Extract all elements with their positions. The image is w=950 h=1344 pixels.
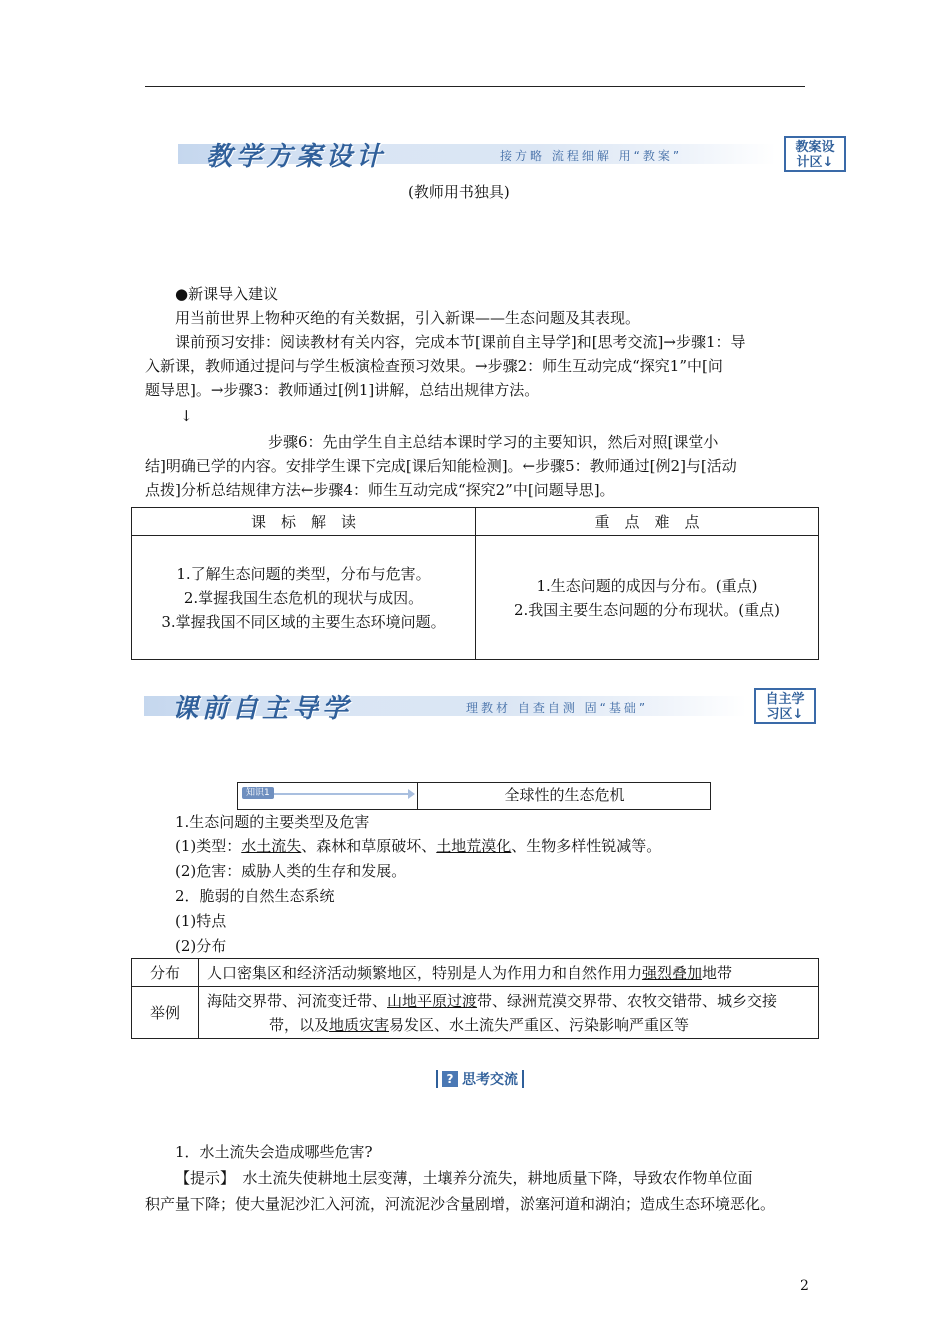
knowledge-line: 1.生态问题的主要类型及危害 — [175, 813, 370, 831]
intro-line: 用当前世界上物种灭绝的有关数据，引入新课——生态问题及其表现。 — [175, 309, 641, 327]
intro-line: 入新课，教师通过提问与学生板演检查预习效果。→步骤2：师生互动完成“探究1”中[问 — [145, 357, 723, 375]
answer-blank: 强烈叠加 — [642, 963, 703, 982]
answer-blank: 土地荒漠化 — [436, 837, 512, 855]
banner-tag-line2: 计区↓ — [796, 155, 834, 170]
arrow-line — [274, 793, 409, 795]
intro-line: 点拨]分析总结规律方法←步骤4：师生互动完成“探究2”中[问题导思]。 — [145, 481, 615, 499]
text-segment: 易发区、水土流失严重区、污染影响严重区等 — [389, 1015, 690, 1034]
answer-blank: 山地平原过渡 — [387, 991, 478, 1010]
question-icon: ? — [442, 1071, 458, 1087]
knowledge-point-bar — [237, 782, 711, 810]
keypoint-item: 2.我国主要生态问题的分布现状。(重点) — [513, 600, 781, 619]
knowledge-line: (1)特点 — [175, 912, 227, 930]
dist-label: 分布 — [132, 959, 199, 987]
banner-tag-line1: 教案设 — [795, 140, 835, 155]
text-segment: 海陆交界带、河流变迁带、 — [207, 991, 388, 1010]
question-1: 1．水土流失会造成哪些危害? — [175, 1143, 373, 1161]
knowledge-line: 2．脆弱的自然生态系统 — [175, 887, 335, 905]
knowledge-line: (2)危害：威胁人类的生存和发展。 — [175, 862, 407, 880]
standard-item: 3.掌握我国不同区域的主要生态环境问题。 — [161, 612, 446, 631]
keypoint-item: 1.生态问题的成因与分布。(重点) — [536, 576, 758, 595]
example-label: 举例 — [132, 987, 199, 1039]
think-label: 思考交流 — [462, 1072, 518, 1088]
banner-title: 教学方案设计 — [206, 142, 387, 172]
intro-line: 步骤6：先由学生自主总结本课时学习的主要知识，然后对照[课堂小 — [268, 433, 719, 451]
goals-header-left: 课 标 解 读 — [132, 508, 476, 536]
intro-heading: ●新课导入建议 — [175, 285, 279, 303]
teacher-only-note: (教师用书独具) — [408, 183, 510, 201]
header-rule — [145, 86, 805, 87]
text-segment: (1)类型： — [175, 837, 242, 855]
text-segment: 、森林和草原破坏、 — [301, 837, 437, 855]
banner-slogan: 接方略 流程细解 用“教案” — [500, 149, 683, 163]
banner-tag — [754, 688, 816, 724]
text-segment: 带，以及 — [269, 1015, 330, 1034]
banner-tag — [784, 136, 846, 172]
text-segment: 人口密集区和经济活动频繁地区，特别是人为作用力和自然作用力 — [207, 963, 643, 982]
banner-tag-line2: 习区↓ — [766, 707, 804, 722]
knowledge-title: 全球性的生态危机 — [504, 786, 625, 804]
think-exchange-heading — [436, 1068, 524, 1090]
answer-blank: 水土流失 — [241, 837, 302, 855]
section-banner-teaching-plan — [178, 136, 846, 172]
answer-blank: 地质灾害 — [329, 1015, 390, 1034]
banner-tag-line1: 自主学 — [765, 692, 805, 707]
intro-arrow-down: ↓ — [180, 407, 193, 425]
dist-content — [199, 959, 819, 987]
goals-table — [131, 507, 819, 660]
page-number: 2 — [800, 1278, 809, 1294]
section-banner-self-study — [144, 688, 816, 724]
bar-decoration — [522, 1070, 524, 1088]
knowledge-line — [175, 834, 661, 858]
bar-decoration — [436, 1070, 438, 1088]
goals-cell-standards — [132, 536, 476, 660]
text-segment: 地带 — [702, 963, 733, 982]
standard-item: 2.掌握我国生态危机的现状与成因。 — [183, 588, 424, 607]
intro-line: 结]明确已学的内容。安排学生课下完成[课后知能检测]。←步骤5：教师通过[例2]与[活动 — [145, 457, 737, 475]
distribution-table — [131, 958, 819, 1039]
knowledge-pill: 知识1 — [242, 787, 274, 799]
intro-line: 题导思]。→步骤3：教师通过[例1]讲解，总结出规律方法。 — [145, 381, 540, 399]
hint-label: 【提示】 — [175, 1169, 228, 1187]
text-segment: 带、绿洲荒漠交界带、农牧交错带、城乡交接 — [477, 991, 778, 1010]
goals-cell-keypoints — [476, 536, 819, 660]
knowledge-line: (2)分布 — [175, 937, 227, 955]
intro-line: 课前预习安排：阅读教材有关内容，完成本节[课前自主导学]和[思考交流]→步骤1：导 — [175, 333, 746, 351]
answer-1-line2: 积产量下降；使大量泥沙汇入河流，河流泥沙含量剧增，淤塞河道和湖泊；造成生态环境恶化。 — [145, 1195, 776, 1213]
text-segment: 水土流失使耕地土层变薄，土壤养分流失，耕地质量下降，导致农作物单位面 — [227, 1169, 753, 1187]
text-segment: 、生物多样性锐减等。 — [511, 837, 662, 855]
banner-slogan: 理教材 自查自测 固“基础” — [466, 701, 649, 715]
answer-1-line1 — [175, 1166, 753, 1190]
example-content — [199, 987, 819, 1039]
goals-header-right: 重 点 难 点 — [476, 508, 819, 536]
standard-item: 1.了解生态问题的类型，分布与危害。 — [176, 564, 431, 583]
banner-title: 课前自主导学 — [172, 694, 353, 724]
arrow-right-icon — [408, 789, 415, 799]
